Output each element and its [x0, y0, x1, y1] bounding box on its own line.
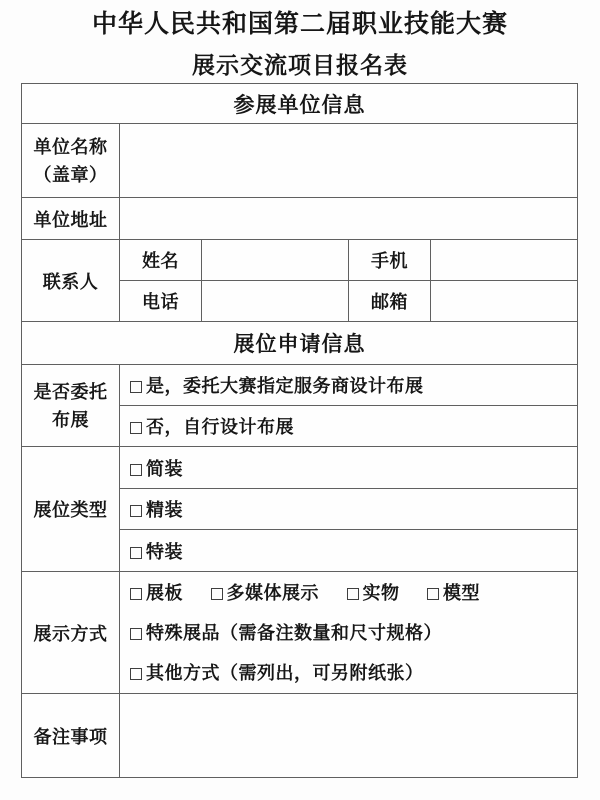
checkbox-icon[interactable] — [130, 464, 142, 476]
entrust-setup-label-cell — [22, 365, 120, 447]
booth-type-option-special-label: 特装 — [146, 541, 183, 562]
display-option-board-label: 展板 — [146, 583, 183, 603]
form-page — [0, 10, 600, 778]
form-title-line1: 中华人民共和国第二届职业技能大赛 — [91, 10, 508, 38]
checkbox-icon[interactable] — [130, 588, 142, 600]
entrust-setup-label-line2: 布展 — [52, 409, 89, 430]
booth-type-option-special-cell — [120, 530, 578, 572]
display-option-object — [347, 583, 400, 603]
checkbox-icon[interactable] — [130, 381, 142, 393]
contact-name-input-cell[interactable] — [202, 240, 349, 281]
entrust-option-no-cell — [120, 406, 578, 447]
checkbox-icon[interactable] — [427, 588, 439, 600]
checkbox-icon[interactable] — [130, 628, 142, 640]
remarks-input-cell[interactable] — [120, 694, 578, 778]
display-option-other-label: 其他方式（需列出，可另附纸张） — [146, 663, 424, 683]
unit-seal-label: （盖章） — [33, 164, 108, 185]
display-option-model — [427, 583, 480, 603]
display-option-multimedia — [211, 583, 320, 603]
contact-phone-label-cell: 电话 — [120, 281, 202, 322]
booth-type-option-premium-label: 精装 — [146, 500, 183, 520]
entrust-option-no-label: 否，自行设计布展 — [146, 417, 294, 437]
booth-type-label-cell: 展位类型 — [22, 447, 120, 572]
remarks-label-cell: 备注事项 — [22, 694, 120, 778]
form-title-line2: 展示交流项目报名表 — [192, 52, 408, 78]
booth-type-option-basic-cell — [120, 447, 578, 489]
contact-email-input-cell[interactable] — [431, 281, 578, 322]
section-header-booth-application: 展位申请信息 — [22, 322, 578, 365]
display-method-options-row3 — [130, 653, 577, 693]
checkbox-icon[interactable] — [130, 547, 142, 559]
unit-address-input-cell[interactable] — [120, 198, 578, 240]
display-option-multimedia-label: 多媒体展示 — [226, 583, 320, 603]
display-method-options-row1 — [130, 573, 577, 613]
checkbox-icon[interactable] — [130, 668, 142, 680]
checkbox-icon[interactable] — [211, 588, 223, 600]
contact-label-cell: 联系人 — [22, 240, 120, 322]
unit-name-label-cell — [22, 124, 120, 198]
unit-name-label: 单位名称 — [33, 136, 108, 157]
display-option-model-label: 模型 — [443, 583, 481, 603]
display-option-special-exhibit-label: 特殊展品（需备注数量和尺寸规格） — [146, 623, 442, 643]
contact-name-label-cell: 姓名 — [120, 240, 202, 281]
unit-name-input-cell[interactable] — [120, 124, 578, 198]
entrust-option-yes-cell — [120, 365, 578, 406]
unit-address-label-cell: 单位地址 — [22, 198, 120, 240]
registration-form-table — [21, 83, 578, 778]
entrust-setup-label-line1: 是否委托 — [33, 381, 108, 402]
section-header-exhibitor-info: 参展单位信息 — [22, 84, 578, 124]
display-method-label-cell: 展示方式 — [22, 572, 120, 694]
checkbox-icon[interactable] — [347, 588, 359, 600]
display-option-board — [130, 583, 183, 603]
contact-email-label-cell: 邮箱 — [349, 281, 431, 322]
checkbox-icon[interactable] — [130, 505, 142, 517]
contact-mobile-label-cell: 手机 — [349, 240, 431, 281]
checkbox-icon[interactable] — [130, 422, 142, 434]
contact-mobile-input-cell[interactable] — [431, 240, 578, 281]
booth-type-option-basic-label: 简装 — [146, 458, 183, 479]
display-method-options-cell — [120, 572, 578, 694]
display-method-options-row2 — [130, 613, 577, 653]
contact-phone-input-cell[interactable] — [202, 281, 349, 322]
display-option-object-label: 实物 — [362, 583, 400, 603]
booth-type-option-premium-cell — [120, 489, 578, 530]
entrust-option-yes-label: 是，委托大赛指定服务商设计布展 — [146, 376, 424, 396]
